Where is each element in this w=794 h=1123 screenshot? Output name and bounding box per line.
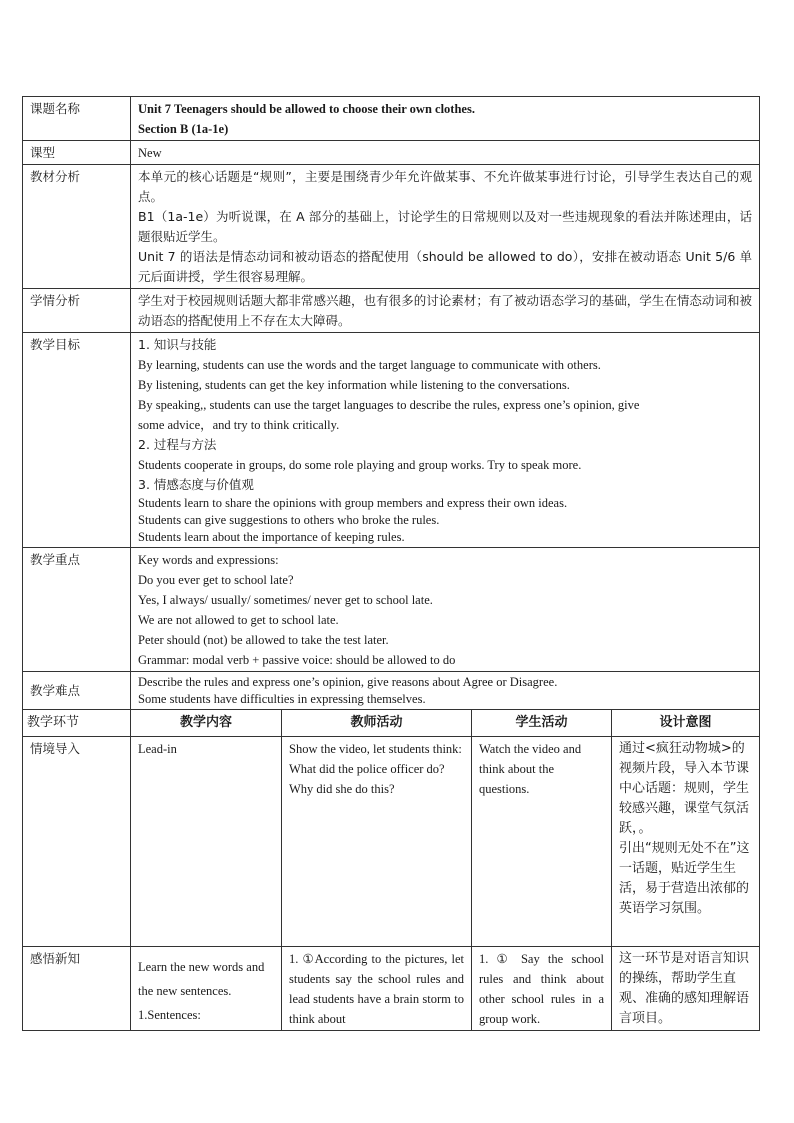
header-stage: 教学环节 xyxy=(23,710,131,737)
lesson-plan-table xyxy=(22,96,760,1031)
material-paragraph: B1（1a-1e）为听说课，在 A 部分的基础上，讨论学生的日常规则以及对一些违规现象的看法并陈述理由，话题很贴近学生。 xyxy=(138,209,753,244)
objective-line: some advice，and try to think critically. xyxy=(138,418,340,432)
difficulties-text xyxy=(131,672,760,710)
student-cell: Watch the video and think about the questions. xyxy=(472,737,612,947)
teacher-cell: 1. ①According to the pictures, let students say the school rules and lead students have a brain storm to think about xyxy=(282,947,472,1031)
design-cell: 这一环节是对语言知识的操练，帮助学生直观、准确的感知理解语言项目。 xyxy=(612,947,760,1031)
header-student: 学生活动 xyxy=(472,710,612,737)
key-point-line: Grammar: modal verb + passive voice: should be allowed to do xyxy=(138,653,456,667)
course-title-line2: Section B (1a-1e) xyxy=(138,122,229,136)
process-header-row xyxy=(23,710,760,737)
design-text: 引出“规则无处不在”这一话题，贴近学生生活，易于营造出浓郁的英语学习氛围。 xyxy=(619,841,750,916)
content-cell xyxy=(131,947,282,1031)
objective-heading: 3. 情感态度与价值观 xyxy=(138,477,254,492)
student-cell: 1. ① Say the school rules and think about other school rules in a group work. xyxy=(472,947,612,1031)
content-text: Learn the new words and the new sentences. xyxy=(138,960,265,998)
material-paragraph: Unit 7 的语法是情态动词和被动语态的搭配使用（should be allowed to do），安排在被动语态 Unit 5/6 单元后面讲授，学生很容易理解。 xyxy=(138,249,753,284)
key-point-line: We are not allowed to get to school late. xyxy=(138,613,339,627)
teacher-text: Show the video, let students think: xyxy=(289,742,462,756)
student-analysis-text: 学生对于校园规则话题大都非常感兴趣，也有很多的讨论素材；有了被动语态学习的基础，学生在情态动词和被动语态的搭配使用上不存在太大障碍。 xyxy=(131,289,760,333)
key-point-line: Yes, I always/ usually/ sometimes/ never get to school late. xyxy=(138,593,433,607)
type-value: New xyxy=(131,141,760,165)
teacher-cell xyxy=(282,737,472,947)
objective-line: By listening, students can get the key information while listening to the conversations. xyxy=(138,378,570,392)
key-point-line: Peter should (not) be allowed to take the test later. xyxy=(138,633,389,647)
teacher-question: What did the police officer do? xyxy=(289,762,445,776)
material-analysis-row xyxy=(23,165,760,289)
header-design: 设计意图 xyxy=(612,710,760,737)
difficulty-line: Describe the rules and express one’s opinion, give reasons about Agree or Disagree. xyxy=(138,675,558,689)
course-name-row xyxy=(23,97,760,141)
student-analysis-row xyxy=(23,289,760,333)
student-analysis-label: 学情分析 xyxy=(23,289,131,333)
material-paragraph: 本单元的核心话题是“规则”，主要是围绕青少年允许做某事、不允许做某事进行讨论，引导学生表达自己的观点。 xyxy=(138,169,753,204)
objective-line: Students learn about the importance of keeping rules. xyxy=(138,530,405,544)
header-content: 教学内容 xyxy=(131,710,282,737)
course-title-cell xyxy=(131,97,760,141)
key-point-line: Do you ever get to school late? xyxy=(138,573,294,587)
content-text: 1.Sentences: xyxy=(138,1008,201,1022)
key-points-text xyxy=(131,548,760,672)
difficulties-row xyxy=(23,672,760,710)
material-analysis-label: 教材分析 xyxy=(23,165,131,289)
key-point-line: Key words and expressions: xyxy=(138,553,279,567)
objective-line: By learning, students can use the words and the target language to communicate with others. xyxy=(138,358,601,372)
key-points-label: 教学重点 xyxy=(23,548,131,672)
objective-heading: 1. 知识与技能 xyxy=(138,337,217,352)
objective-line: Students learn to share the opinions with group members and express their own ideas. xyxy=(138,496,568,510)
objectives-label: 教学目标 xyxy=(23,333,131,548)
design-text: 通过<疯狂动物城>的视频片段，导入本节课中心话题：规则，学生较感兴趣，课堂气氛活跃，。 xyxy=(619,741,750,836)
objective-line: Students can give suggestions to others who broke the rules. xyxy=(138,513,440,527)
process-row-new-knowledge xyxy=(23,947,760,1031)
objectives-text xyxy=(131,333,760,548)
objective-line: Students cooperate in groups, do some role playing and group works. Try to speak more. xyxy=(138,458,582,472)
type-label: 课型 xyxy=(23,141,131,165)
objective-heading: 2. 过程与方法 xyxy=(138,437,217,452)
design-cell xyxy=(612,737,760,947)
difficulty-line: Some students have difficulties in expressing themselves. xyxy=(138,692,426,706)
key-points-row xyxy=(23,548,760,672)
course-name-label: 课题名称 xyxy=(23,97,131,141)
content-cell: Lead-in xyxy=(131,737,282,947)
course-title-line1: Unit 7 Teenagers should be allowed to choose their own clothes. xyxy=(138,102,475,116)
stage-cell: 感悟新知 xyxy=(23,947,131,1031)
stage-cell: 情境导入 xyxy=(23,737,131,947)
objectives-row xyxy=(23,333,760,548)
difficulties-label: 教学难点 xyxy=(23,672,131,710)
material-analysis-text xyxy=(131,165,760,289)
header-teacher: 教师活动 xyxy=(282,710,472,737)
objective-line: By speaking,, students can use the target languages to describe the rules, express one’s opinion, give xyxy=(138,398,640,412)
type-row xyxy=(23,141,760,165)
teacher-question: Why did she do this? xyxy=(289,782,395,796)
process-row-lead-in xyxy=(23,737,760,947)
